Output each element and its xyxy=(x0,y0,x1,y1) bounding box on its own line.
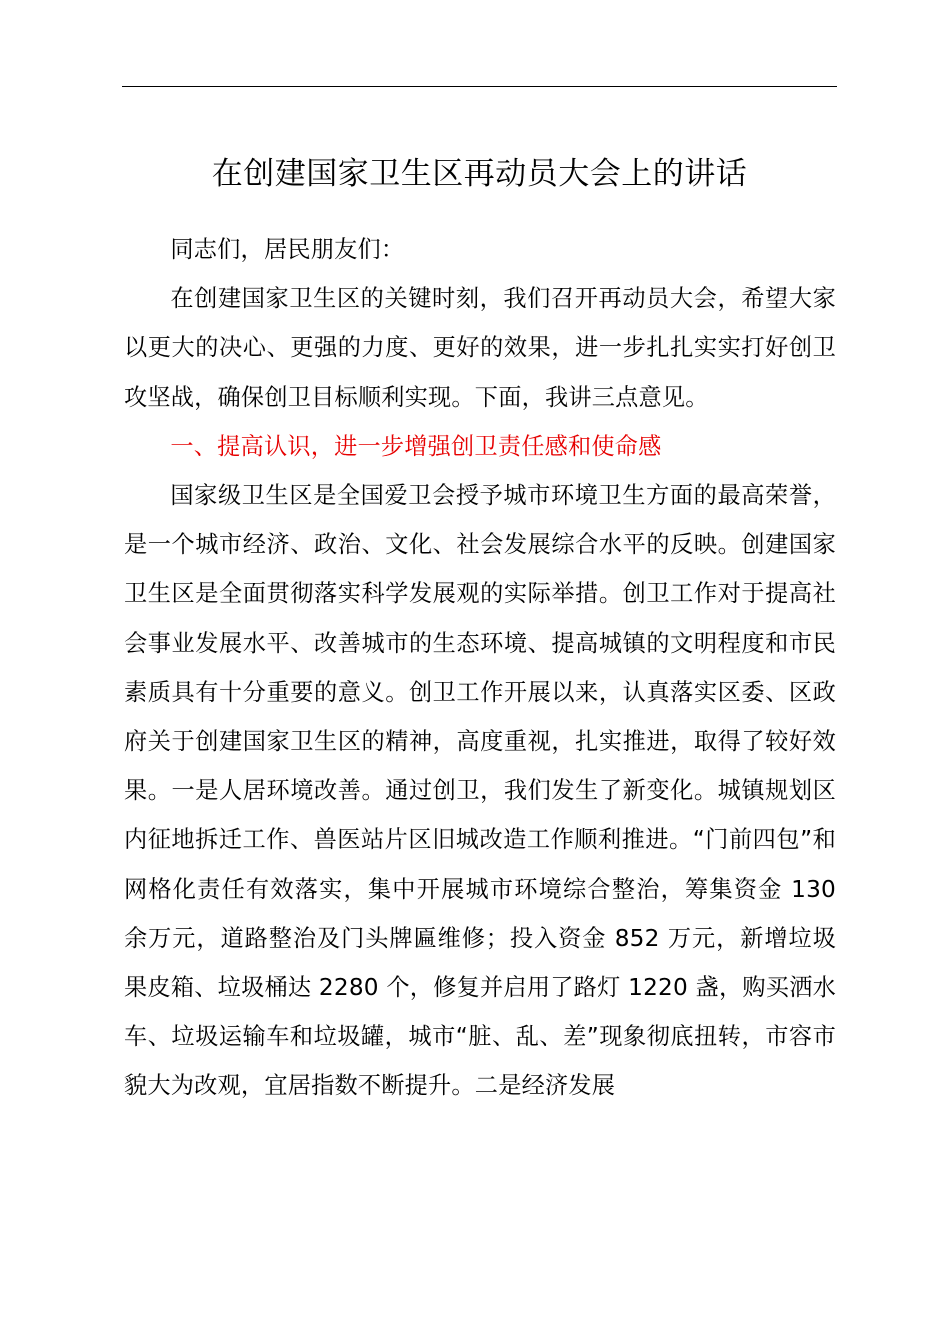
document-title: 在创建国家卫生区再动员大会上的讲话 xyxy=(211,156,748,192)
header-rule xyxy=(122,86,837,87)
section-paragraph: 国家级卫生区是全国爱卫会授予城市环境卫生方面的最高荣誉，是一个城市经济、政治、文化、社会发展综合水平的反映。创建国家卫生区是全面贯彻落实科学发展观的实际举措。创卫工作对于提高社会事业发展水平、改善城市的生态环境、提高城镇的文明程度和市民素质具有十分重要的意义。创卫工作开展以来，认真落实区委、区政府关于创建国家卫生区的精神，高度重视，扎实推进，取得了较好效果。一是人居环境改善。通过创卫，我们发生了新变化。城镇规划区内征地拆迁工作、兽医站片区旧城改造工作顺利推进。“门前四包”和网格化责任有效落实，集中开展城市环境综合整治，筹集资金 130 余万元，道路整治及门头牌匾维修；投入资金 852 万元，新增垃圾果皮箱、垃圾桶达 2280 个，修复并启用了路灯 1220 盏，购买洒水车、垃圾运输车和垃圾罐，城市“脏、乱、差”现象彻底扭转，市容市貌大为改观，宜居指数不断提升。二是经济发展 xyxy=(124,482,836,1100)
document-body xyxy=(124,225,836,1111)
intro-paragraph: 在创建国家卫生区的关键时刻，我们召开再动员大会，希望大家以更大的决心、更强的力度、更好的效果，进一步扎扎实实打好创卫攻坚战，确保创卫目标顺利实现。下面，我讲三点意见。 xyxy=(124,285,836,411)
section-heading: 一、提高认识，进一步增强创卫责任感和使命感 xyxy=(170,432,662,460)
salutation: 同志们，居民朋友们： xyxy=(170,236,405,263)
